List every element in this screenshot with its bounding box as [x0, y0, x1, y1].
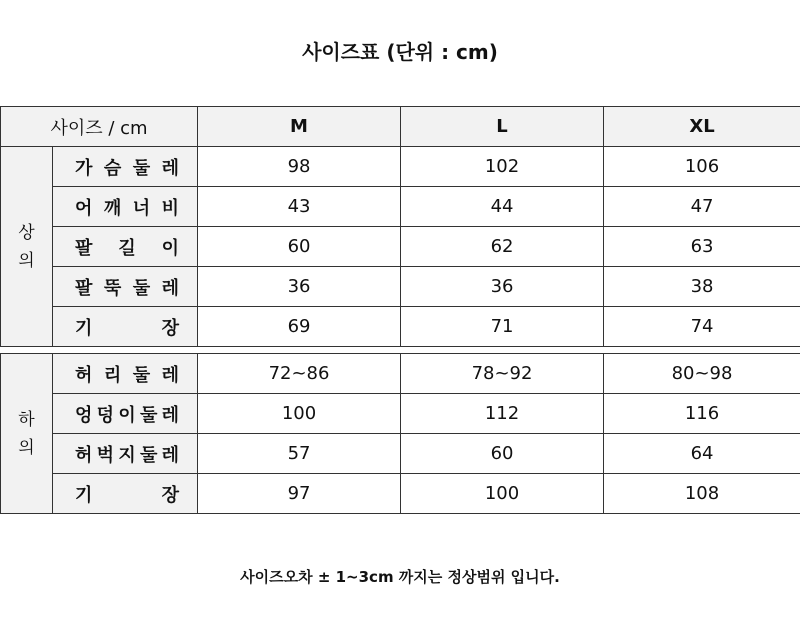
measurement-label-char: 둘 [132, 364, 151, 386]
measurement-label [53, 147, 198, 187]
measurement-label-char: 기 [75, 484, 93, 506]
size-unit-header: 사이즈 / cm [1, 107, 198, 147]
measurement-label-char: 팔 [75, 277, 93, 299]
section-divider-cell [1, 347, 800, 354]
bottom-row [1, 474, 800, 514]
measurement-label-char: 깨 [103, 197, 122, 219]
measurement-value: 108 [604, 474, 800, 514]
measurement-value: 44 [401, 187, 604, 227]
top-row [1, 267, 800, 307]
page-title: 사이즈표 (단위 : cm) [302, 40, 498, 64]
measurement-value: 71 [401, 307, 604, 347]
measurement-value: 80~98 [604, 354, 800, 394]
measurement-value: 74 [604, 307, 800, 347]
measurement-value: 62 [401, 227, 604, 267]
measurement-label-char: 기 [75, 317, 93, 339]
group-label-char: 상 [18, 222, 35, 243]
top-row [1, 187, 800, 227]
measurement-label [53, 474, 198, 514]
measurement-label-char: 어 [75, 197, 93, 219]
measurement-label-char: 레 [161, 404, 180, 426]
measurement-label-char: 덩 [96, 404, 115, 426]
measurement-label [53, 434, 198, 474]
measurement-value: 43 [198, 187, 401, 227]
measurement-value: 100 [401, 474, 604, 514]
size-header-xl: XL [604, 107, 800, 147]
measurement-value: 60 [198, 227, 401, 267]
bottom-row [1, 394, 800, 434]
measurement-label-char: 가 [75, 157, 93, 179]
measurement-value: 102 [401, 147, 604, 187]
top-row [1, 227, 800, 267]
measurement-label-char: 둘 [139, 404, 158, 426]
measurement-label-char: 레 [161, 157, 180, 179]
measurement-label-char: 허 [75, 444, 93, 466]
section-divider [1, 347, 800, 354]
measurement-value: 36 [401, 267, 604, 307]
measurement-label [53, 227, 198, 267]
top-row [1, 147, 800, 187]
measurement-label-char: 벅 [96, 444, 115, 466]
measurement-label-char: 둘 [139, 444, 158, 466]
header-row [1, 107, 800, 147]
measurement-label-char: 리 [103, 364, 122, 386]
measurement-value: 60 [401, 434, 604, 474]
measurement-value: 78~92 [401, 354, 604, 394]
measurement-label-char: 길 [118, 237, 136, 259]
group-label-char: 의 [18, 250, 35, 271]
measurement-label-char: 팔 [75, 237, 93, 259]
size-table [0, 106, 800, 514]
measurement-label-char: 비 [161, 197, 180, 219]
measurement-label-char: 이 [161, 237, 180, 259]
measurement-label-char: 장 [161, 317, 180, 339]
bottom-row [1, 354, 800, 394]
measurement-label-char: 허 [75, 364, 93, 386]
measurement-value: 116 [604, 394, 800, 434]
measurement-label-char: 둘 [132, 157, 151, 179]
measurement-value: 69 [198, 307, 401, 347]
measurement-label [53, 394, 198, 434]
measurement-label-char: 슴 [103, 157, 122, 179]
measurement-value: 97 [198, 474, 401, 514]
bottom-row [1, 434, 800, 474]
group-label-char: 하 [18, 409, 35, 430]
measurement-label [53, 307, 198, 347]
measurement-value: 36 [198, 267, 401, 307]
measurement-label-char: 레 [161, 364, 180, 386]
measurement-value: 72~86 [198, 354, 401, 394]
measurement-label [53, 187, 198, 227]
size-header-l: L [401, 107, 604, 147]
measurement-label-char: 뚝 [103, 277, 122, 299]
size-tolerance-note: 사이즈오차 ± 1~3cm 까지는 정상범위 입니다. [240, 568, 560, 586]
measurement-label-char: 둘 [132, 277, 151, 299]
measurement-label-char: 너 [132, 197, 151, 219]
measurement-label-char: 장 [161, 484, 180, 506]
measurement-label-char: 지 [118, 444, 136, 466]
measurement-label-char: 엉 [75, 404, 93, 426]
measurement-value: 57 [198, 434, 401, 474]
measurement-value: 98 [198, 147, 401, 187]
group-label-char: 의 [18, 437, 35, 458]
measurement-value: 38 [604, 267, 800, 307]
measurement-value: 112 [401, 394, 604, 434]
size-header-m: M [198, 107, 401, 147]
measurement-value: 47 [604, 187, 800, 227]
measurement-label [53, 354, 198, 394]
measurement-label-char: 레 [161, 277, 180, 299]
bottom-group-label [1, 354, 53, 514]
measurement-value: 63 [604, 227, 800, 267]
measurement-value: 106 [604, 147, 800, 187]
top-row [1, 307, 800, 347]
measurement-value: 64 [604, 434, 800, 474]
measurement-label [53, 267, 198, 307]
top-group-label [1, 147, 53, 347]
measurement-value: 100 [198, 394, 401, 434]
measurement-label-char: 레 [161, 444, 180, 466]
measurement-label-char: 이 [118, 404, 136, 426]
